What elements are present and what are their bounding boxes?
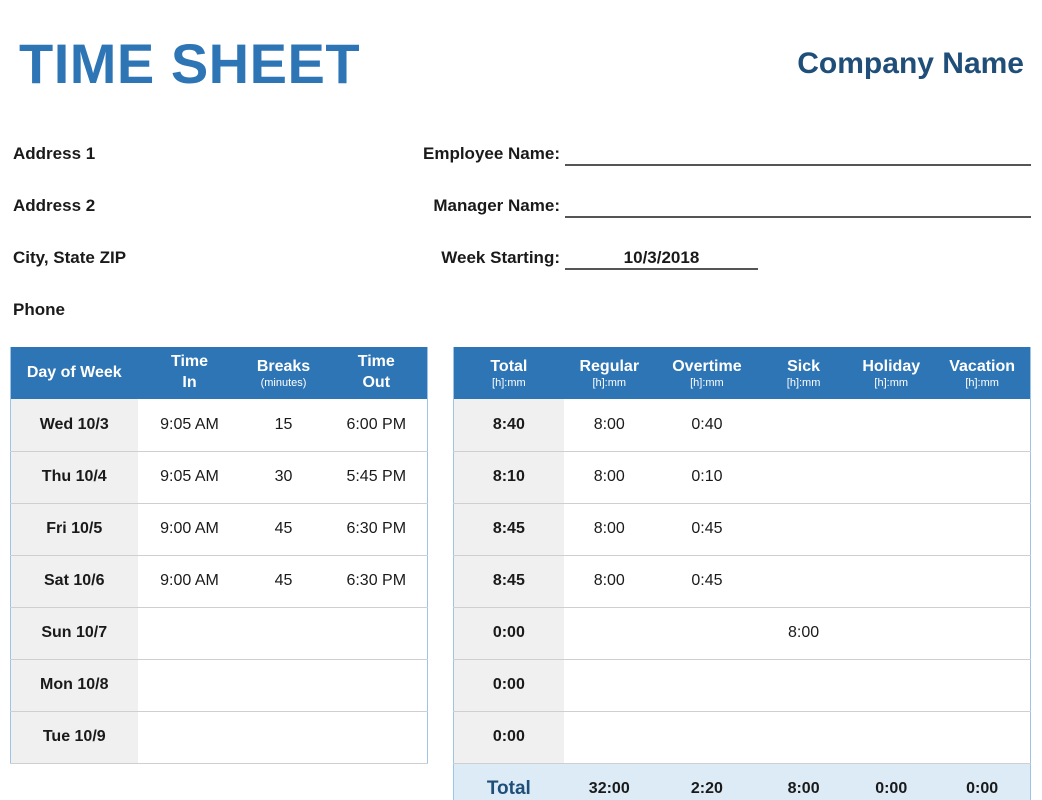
time-in-cell[interactable]: 9:00 AM	[138, 503, 242, 555]
day-cell: Thu 10/4	[11, 451, 138, 503]
holiday-cell[interactable]	[848, 659, 934, 711]
header-total: Total [h]:mm	[454, 347, 564, 399]
total-cell: 0:00	[454, 659, 564, 711]
holiday-cell[interactable]	[848, 711, 934, 763]
total-cell: 8:10	[454, 451, 564, 503]
time-out-cell[interactable]: 5:45 PM	[326, 451, 428, 503]
total-cell: 8:40	[454, 399, 564, 451]
time-out-cell[interactable]: 6:30 PM	[326, 555, 428, 607]
total-regular: 32:00	[564, 763, 655, 800]
day-cell: Mon 10/8	[11, 659, 138, 711]
table-row	[454, 399, 1031, 451]
day-cell: Sat 10/6	[11, 555, 138, 607]
sick-cell[interactable]	[759, 555, 848, 607]
address-line-1: Address 1	[13, 144, 96, 163]
table-row	[11, 399, 428, 451]
time-out-cell[interactable]	[326, 659, 428, 711]
totals-label: Total	[454, 763, 564, 800]
time-in-cell[interactable]: 9:05 AM	[138, 451, 242, 503]
holiday-cell[interactable]	[848, 399, 934, 451]
sick-cell[interactable]	[759, 659, 848, 711]
day-cell: Sun 10/7	[11, 607, 138, 659]
overtime-cell[interactable]: 0:40	[655, 399, 759, 451]
overtime-cell[interactable]	[655, 607, 759, 659]
day-cell: Tue 10/9	[11, 711, 138, 763]
header-vacation: Vacation [h]:mm	[934, 347, 1030, 399]
holiday-cell[interactable]	[848, 607, 934, 659]
day-cell: Fri 10/5	[11, 503, 138, 555]
regular-cell[interactable]: 8:00	[564, 555, 655, 607]
sick-cell[interactable]	[759, 399, 848, 451]
table-row	[454, 711, 1031, 763]
total-sick: 8:00	[759, 763, 848, 800]
breaks-cell[interactable]: 45	[242, 503, 326, 555]
table-row	[11, 451, 428, 503]
overtime-cell[interactable]: 0:10	[655, 451, 759, 503]
manager-name-field[interactable]	[565, 198, 1031, 218]
breaks-cell[interactable]: 45	[242, 555, 326, 607]
breaks-cell[interactable]	[242, 607, 326, 659]
week-starting-label: Week Starting:	[441, 248, 560, 267]
header-time-in: Time In	[138, 347, 242, 399]
total-cell: 8:45	[454, 503, 564, 555]
overtime-cell[interactable]	[655, 711, 759, 763]
holiday-cell[interactable]	[848, 451, 934, 503]
regular-cell[interactable]	[564, 659, 655, 711]
employee-name-field[interactable]	[565, 146, 1031, 166]
manager-name-label: Manager Name:	[433, 196, 560, 215]
breaks-cell[interactable]: 30	[242, 451, 326, 503]
table-row	[454, 659, 1031, 711]
vacation-cell[interactable]	[934, 503, 1030, 555]
header-row	[454, 347, 1031, 399]
regular-cell[interactable]: 8:00	[564, 399, 655, 451]
total-holiday: 0:00	[848, 763, 934, 800]
table-row	[454, 503, 1031, 555]
breaks-cell[interactable]	[242, 659, 326, 711]
vacation-cell[interactable]	[934, 607, 1030, 659]
overtime-cell[interactable]: 0:45	[655, 503, 759, 555]
table-row	[11, 607, 428, 659]
header-sick: Sick [h]:mm	[759, 347, 848, 399]
breaks-cell[interactable]: 15	[242, 399, 326, 451]
holiday-cell[interactable]	[848, 555, 934, 607]
hours-summary-table	[453, 347, 1031, 800]
vacation-cell[interactable]	[934, 451, 1030, 503]
sick-cell[interactable]	[759, 451, 848, 503]
header-row	[11, 347, 428, 399]
time-in-cell[interactable]	[138, 659, 242, 711]
holiday-cell[interactable]	[848, 503, 934, 555]
time-in-cell[interactable]	[138, 711, 242, 763]
table-row	[11, 711, 428, 763]
day-cell: Wed 10/3	[11, 399, 138, 451]
total-vacation: 0:00	[934, 763, 1030, 800]
table-row	[11, 659, 428, 711]
vacation-cell[interactable]	[934, 399, 1030, 451]
header-day-of-week: Day of Week	[11, 347, 138, 399]
vacation-cell[interactable]	[934, 555, 1030, 607]
sick-cell[interactable]	[759, 711, 848, 763]
total-overtime: 2:20	[655, 763, 759, 800]
sick-cell[interactable]: 8:00	[759, 607, 848, 659]
city-state-zip: City, State ZIP	[13, 248, 127, 267]
header-breaks: Breaks (minutes)	[242, 347, 326, 399]
header-regular: Regular [h]:mm	[564, 347, 655, 399]
overtime-cell[interactable]	[655, 659, 759, 711]
table-row	[11, 555, 428, 607]
header-overtime: Overtime [h]:mm	[655, 347, 759, 399]
time-in-cell[interactable]: 9:00 AM	[138, 555, 242, 607]
address-line-2: Address 2	[13, 196, 96, 215]
time-in-cell[interactable]: 9:05 AM	[138, 399, 242, 451]
phone-label: Phone	[13, 300, 65, 319]
employee-name-label: Employee Name:	[423, 144, 560, 163]
time-out-cell[interactable]	[326, 711, 428, 763]
page-title: TIME SHEET	[19, 32, 361, 95]
total-cell: 0:00	[454, 711, 564, 763]
header-holiday: Holiday [h]:mm	[848, 347, 934, 399]
company-name: Company Name	[797, 47, 1024, 80]
regular-cell[interactable]: 8:00	[564, 503, 655, 555]
time-entry-table	[10, 347, 428, 764]
time-out-cell[interactable]: 6:30 PM	[326, 503, 428, 555]
week-starting-field[interactable]: 10/3/2018	[623, 248, 700, 267]
time-in-cell[interactable]	[138, 607, 242, 659]
table-row	[454, 555, 1031, 607]
table-row	[454, 607, 1031, 659]
regular-cell[interactable]	[564, 607, 655, 659]
breaks-cell[interactable]	[242, 711, 326, 763]
regular-cell[interactable]: 8:00	[564, 451, 655, 503]
regular-cell[interactable]	[564, 711, 655, 763]
vacation-cell[interactable]	[934, 659, 1030, 711]
totals-row	[454, 763, 1031, 800]
total-cell: 0:00	[454, 607, 564, 659]
total-cell: 8:45	[454, 555, 564, 607]
sick-cell[interactable]	[759, 503, 848, 555]
time-out-cell[interactable]: 6:00 PM	[326, 399, 428, 451]
overtime-cell[interactable]: 0:45	[655, 555, 759, 607]
header-time-out: Time Out	[326, 347, 428, 399]
vacation-cell[interactable]	[934, 711, 1030, 763]
time-out-cell[interactable]	[326, 607, 428, 659]
table-row	[11, 503, 428, 555]
table-row	[454, 451, 1031, 503]
